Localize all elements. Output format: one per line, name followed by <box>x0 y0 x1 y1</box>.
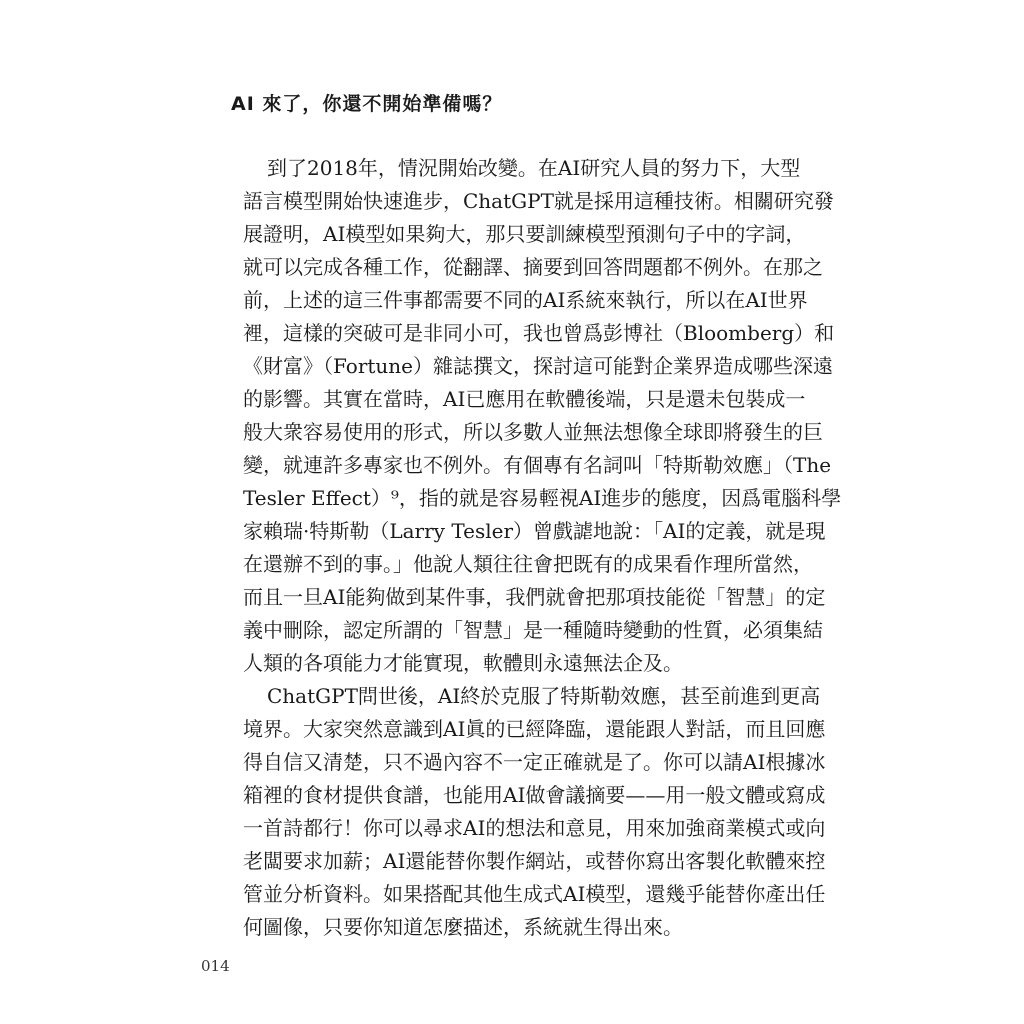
text-line: 般大衆容易使用的形式，所以多數人並無法想像全球即將發生的巨 <box>243 420 823 444</box>
running-header: AI 來了，你還不開始準備嗎？ <box>231 93 503 115</box>
text-line: ChatGPT問世後，AI終於克服了特斯勒效應，甚至前進到更高 <box>267 684 821 708</box>
text-line: 裡，這樣的突破可是非同小可，我也曾爲彭博社（Bloomberg）和 <box>243 321 835 345</box>
text-line: 在還辦不到的事。」他說人類往往會把既有的成果看作理所當然， <box>243 552 813 576</box>
text-line: 的影響。其實在當時，AI已應用在軟體後端，只是還未包裝成一 <box>243 387 806 411</box>
text-line: 境界。大家突然意識到AI眞的已經降臨，還能跟人對話，而且回應 <box>243 717 826 741</box>
text-line: 語言模型開始快速進步，ChatGPT就是採用這種技術。相關研究發 <box>243 189 834 213</box>
text-line: 管並分析資料。如果搭配其他生成式AI模型，還幾乎能替你產出任 <box>243 882 826 906</box>
text-line: 而且一旦AI能夠做到某件事，我們就會把那項技能從「智慧」的定 <box>243 585 826 609</box>
text-line: 一首詩都行！你可以尋求AI的想法和意見，用來加強商業模式或向 <box>243 816 826 840</box>
text-line: 何圖像，只要你知道怎麼描述，系統就生得出來。 <box>243 915 683 939</box>
text-line: 前，上述的這三件事都需要不同的AI系統來執行，所以在AI世界 <box>243 288 808 312</box>
text-line: 就可以完成各種工作，從翻譯、摘要到回答問題都不例外。在那之 <box>243 255 823 279</box>
text-line: 義中刪除，認定所謂的「智慧」是一種隨時變動的性質，必須集結 <box>243 618 823 642</box>
text-line: 老闆要求加薪；AI還能替你製作網站，或替你寫出客製化軟體來控 <box>243 849 826 873</box>
text-line: 箱裡的食材提供食譜，也能用AI做會議摘要——用一般文體或寫成 <box>243 783 826 807</box>
text-line: 家賴瑞·特斯勒（Larry Tesler）曾戲謔地說：「AI的定義，就是現 <box>243 519 826 543</box>
text-line: 《財富》（Fortune）雜誌撰文，探討這可能對企業界造成哪些深遠 <box>243 354 834 378</box>
page-number: 014 <box>201 957 230 975</box>
text-line: 得自信又清楚，只不過內容不一定正確就是了。你可以請AI根據冰 <box>243 750 826 774</box>
text-line: Tesler Effect）⁹，指的就是容易輕視AI進步的態度，因爲電腦科學 <box>243 486 842 510</box>
text-line: 到了2018年，情況開始改變。在AI研究人員的努力下，大型 <box>267 156 801 180</box>
text-line: 人類的各項能力才能實現，軟體則永遠無法企及。 <box>243 651 683 675</box>
text-line: 展證明，AI模型如果夠大，那只要訓練模型預測句子中的字詞， <box>243 222 806 246</box>
text-line: 變，就連許多專家也不例外。有個專有名詞叫「特斯勒效應」（The <box>243 453 832 477</box>
